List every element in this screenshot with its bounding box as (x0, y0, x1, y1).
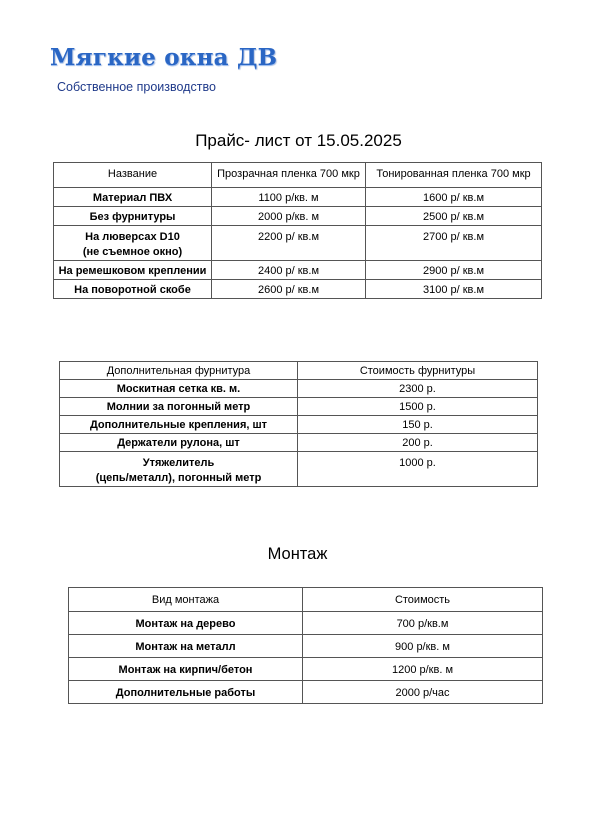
table-row (60, 452, 538, 487)
row-name: Москитная сетка кв. м. (60, 380, 298, 398)
table-row (69, 635, 543, 658)
row-name-line2: (не съемное окно) (82, 246, 183, 258)
brand-logo-text: Мягкие окна ДВ (50, 44, 278, 71)
table-header-row (54, 163, 542, 188)
row-price: 2300 р. (298, 380, 538, 398)
table-row (69, 681, 543, 704)
row-price: 1000 р. (298, 452, 538, 487)
row-price: 200 р. (298, 434, 538, 452)
row-name: Монтаж на дерево (69, 612, 303, 635)
row-price: 900 р/кв. м (303, 635, 543, 658)
row-price: 150 р. (298, 416, 538, 434)
row-name: На поворотной скобе (54, 280, 212, 299)
row-name-line1: Утяжелитель (142, 457, 215, 469)
table-header-row (60, 362, 538, 380)
row-name: Без фурнитуры (54, 207, 212, 226)
table-row (54, 226, 542, 261)
table-row (54, 280, 542, 299)
column-header: Название (54, 163, 212, 188)
table-row (60, 380, 538, 398)
table-header-row (69, 588, 543, 612)
table-row (69, 658, 543, 681)
row-price-tinted: 1600 р/ кв.м (366, 188, 542, 207)
row-price-clear: 2200 р/ кв.м (212, 226, 366, 261)
column-header: Прозрачная пленка 700 мкр (212, 163, 366, 188)
row-name: Молнии за погонный метр (60, 398, 298, 416)
row-price-clear: 2600 р/ кв.м (212, 280, 366, 299)
row-price-clear: 1100 р/кв. м (212, 188, 366, 207)
price-list-title: Прайс- лист от 15.05.2025 (195, 131, 402, 150)
row-price: 2000 р/час (303, 681, 543, 704)
row-name: Монтаж на металл (69, 635, 303, 658)
row-name: Дополнительные работы (69, 681, 303, 704)
table-row (54, 261, 542, 280)
row-price-tinted: 2500 р/ кв.м (366, 207, 542, 226)
table-row (60, 416, 538, 434)
row-name: Монтаж на кирпич/бетон (69, 658, 303, 681)
row-price: 1200 р/кв. м (303, 658, 543, 681)
price-list-table (53, 162, 542, 299)
mounting-title: Монтаж (267, 545, 328, 563)
row-price-tinted: 2700 р/ кв.м (366, 226, 542, 261)
row-price: 700 р/кв.м (303, 612, 543, 635)
column-header: Стоимость (303, 588, 543, 612)
column-header: Стоимость фурнитуры (298, 362, 538, 380)
column-header: Вид монтажа (69, 588, 303, 612)
table-row (60, 434, 538, 452)
table-row (54, 207, 542, 226)
mounting-table (68, 587, 543, 704)
row-price: 1500 р. (298, 398, 538, 416)
column-header: Дополнительная фурнитура (60, 362, 298, 380)
row-price-clear: 2400 р/ кв.м (212, 261, 366, 280)
row-price-tinted: 3100 р/ кв.м (366, 280, 542, 299)
row-name: Дополнительные крепления, шт (60, 416, 298, 434)
row-price-clear: 2000 р/кв. м (212, 207, 366, 226)
row-name (60, 452, 298, 487)
row-name: Материал ПВХ (54, 188, 212, 207)
row-name: Держатели рулона, шт (60, 434, 298, 452)
table-row (60, 398, 538, 416)
row-name (54, 226, 212, 261)
row-price-tinted: 2900 р/ кв.м (366, 261, 542, 280)
row-name-line1: На люверсах D10 (85, 231, 180, 243)
row-name: На ремешковом креплении (54, 261, 212, 280)
row-name-line2: (цепь/металл), погонный метр (95, 472, 262, 484)
table-row (54, 188, 542, 207)
brand-tagline: Собственное производство (57, 80, 216, 94)
table-row (69, 612, 543, 635)
accessories-table (59, 361, 538, 487)
column-header: Тонированная пленка 700 мкр (366, 163, 542, 188)
